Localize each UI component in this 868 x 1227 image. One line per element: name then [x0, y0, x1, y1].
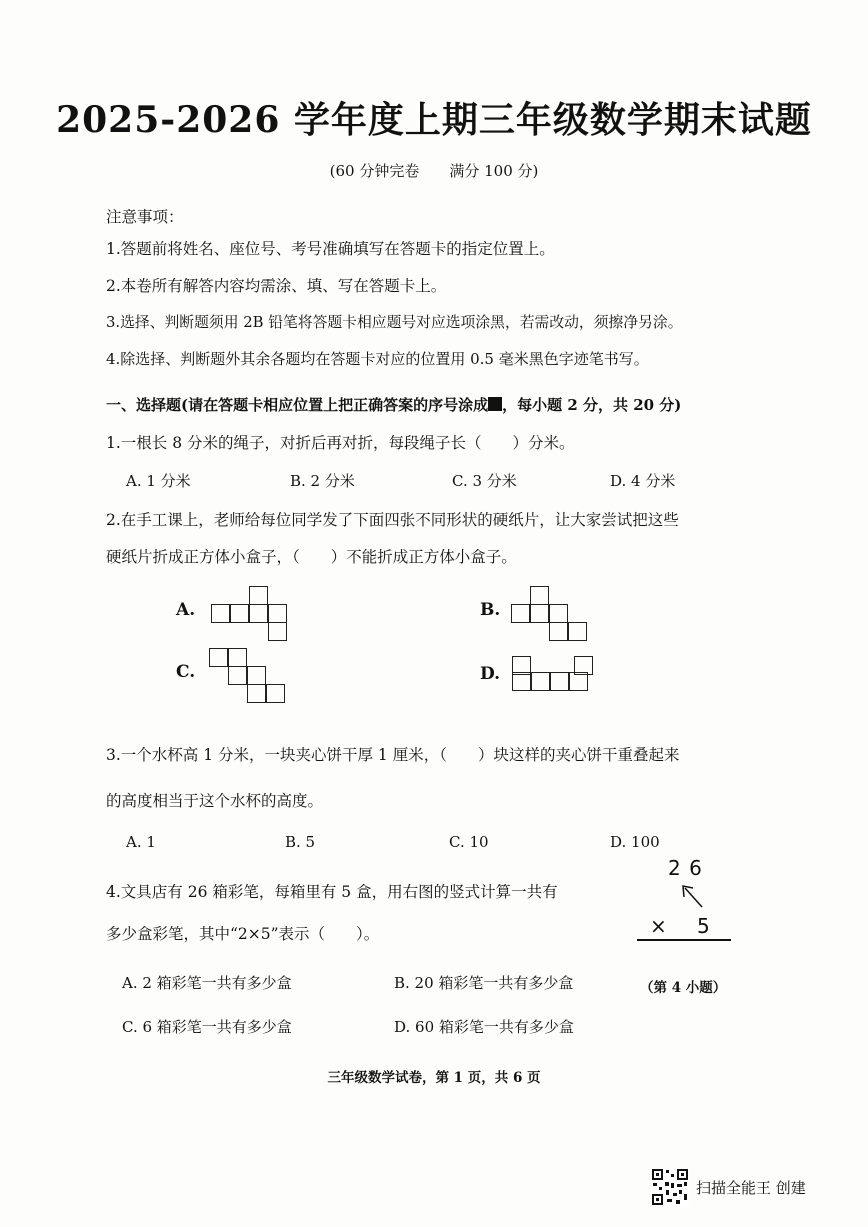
q4-line-1: 4.文具店有 26 箱彩笔，每箱里有 5 盒，用右图的竖式计算一共有 — [106, 883, 558, 901]
page-footer: 三年级数学试卷，第 1 页，共 6 页 — [327, 1070, 541, 1086]
section1-heading-pre: 一、选择题(请在答题卡相应位置上把正确答案的序号涂成 — [106, 396, 489, 414]
q4-calc-bottom: 5 — [697, 914, 710, 938]
q1-option-d: D. 4 分米 — [610, 472, 676, 490]
q3-line-1: 3.一个水杯高 1 分米，一块夹心饼干厚 1 厘米，（ ）块这样的夹心饼干重叠起来 — [106, 746, 680, 764]
section1-heading — [106, 394, 681, 415]
exam-title: 2025-2026 学年度上期三年级数学期末试题 — [56, 99, 812, 141]
q3-option-c: C. 10 — [449, 833, 489, 851]
q4-calc-rule — [637, 939, 731, 941]
q4-option-a: A. 2 箱彩笔一共有多少盒 — [122, 974, 292, 992]
watermark-text: 扫描全能王 创建 — [696, 1179, 806, 1197]
q4-option-b: B. 20 箱彩笔一共有多少盒 — [394, 974, 574, 992]
q2-label-d: D. — [480, 664, 501, 684]
arrow-icon — [676, 880, 706, 910]
q2-line-2: 硬纸片折成正方体小盒子，（ ）不能折成正方体小盒子。 — [106, 548, 517, 566]
notice-item-1: 1.答题前将姓名、座位号、考号准确填写在答题卡的指定位置上。 — [106, 240, 555, 258]
q3-option-d: D. 100 — [610, 833, 660, 851]
q4-caption: （第 4 小题） — [640, 980, 727, 996]
notice-item-3: 3.选择、判断题须用 2B 铅笔将答题卡相应题号对应选项涂黑，若需改动，须擦净另涂。 — [106, 314, 683, 331]
q3-option-a: A. 1 — [126, 833, 156, 851]
q2-label-b: B. — [480, 600, 501, 620]
qr-code-icon — [651, 1168, 689, 1206]
q4-line-2: 多少盒彩笔，其中“2×5”表示（ ）。 — [106, 925, 380, 943]
q1-option-b: B. 2 分米 — [290, 472, 355, 490]
q3-line-2: 的高度相当于这个水杯的高度。 — [106, 792, 324, 810]
q2-label-c: C. — [176, 662, 196, 682]
q1-text: 1.一根长 8 分米的绳子，对折后再对折，每段绳子长（ ）分米。 — [106, 434, 575, 452]
notice-heading: 注意事项： — [106, 208, 184, 226]
q4-option-c: C. 6 箱彩笔一共有多少盒 — [122, 1018, 292, 1036]
q3-option-b: B. 5 — [285, 833, 316, 851]
notice-item-4: 4.除选择、判断题外其余各题均在答题卡对应的位置用 0.5 毫米黑色字迹笔书写。 — [106, 350, 649, 368]
q4-calc-times: × — [650, 914, 667, 938]
q1-option-c: C. 3 分米 — [452, 472, 517, 490]
q4-option-d: D. 60 箱彩笔一共有多少盒 — [394, 1018, 574, 1036]
q4-calc-top: 2 6 — [668, 856, 703, 880]
filled-square-icon — [488, 397, 502, 411]
section1-heading-post: ，每小题 2 分，共 20 分) — [502, 396, 682, 414]
q2-label-a: A. — [176, 600, 196, 620]
q2-line-1: 2.在手工课上，老师给每位同学发了下面四张不同形状的硬纸片，让大家尝试把这些 — [106, 511, 679, 529]
exam-subtitle: (60 分钟完卷 满分 100 分) — [329, 162, 539, 180]
notice-item-2: 2.本卷所有解答内容均需涂、填、写在答题卡上。 — [106, 277, 447, 295]
q1-option-a: A. 1 分米 — [126, 472, 191, 490]
